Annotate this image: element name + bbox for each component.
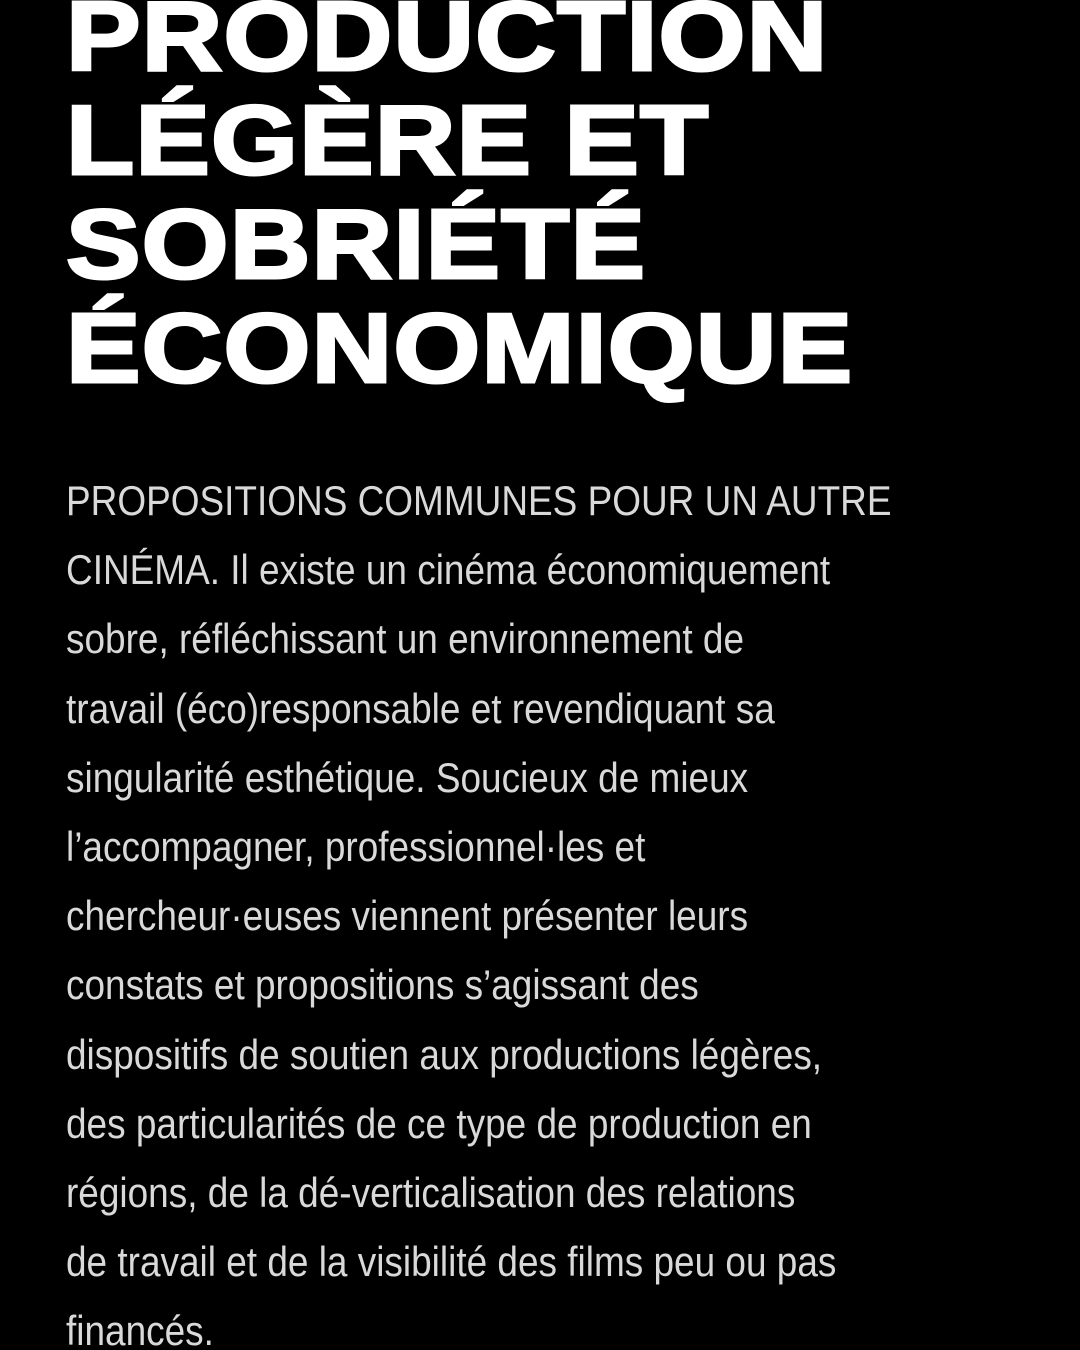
body-line-1: PROPOSITIONS COMMUNES POUR UN AUTRE <box>66 477 892 524</box>
body-line-13: financés. <box>66 1307 214 1350</box>
body-line-7: chercheur·euses viennent présenter leurs <box>66 892 749 940</box>
title-line-3: SOBRIÉTÉ <box>66 189 647 299</box>
body-line-5: singularité esthétique. Soucieux de mieux <box>66 753 749 801</box>
description-paragraph <box>66 466 999 1350</box>
body-line-12: de travail et de la visibilité des films peu ou pas <box>66 1238 837 1286</box>
body-line-2: CINÉMA. Il existe un cinéma économiquement <box>66 546 831 594</box>
page-title <box>66 0 1080 403</box>
body-line-6: l’accompagner, professionnel·les et <box>66 823 646 871</box>
title-line-1: PRODUCTION <box>66 0 829 91</box>
body-line-9: dispositifs de soutien aux productions légères, <box>66 1030 823 1078</box>
body-line-8: constats et propositions s’agissant des <box>66 961 699 1009</box>
title-line-2: LÉGÈRE ET <box>66 85 710 195</box>
body-line-4: travail (éco)responsable et revendiquant sa <box>66 684 775 732</box>
body-line-10: des particularités de ce type de production en <box>66 1099 812 1147</box>
title-line-4: ÉCONOMIQUE <box>66 293 854 403</box>
body-line-3: sobre, réfléchissant un environnement de <box>66 615 745 663</box>
body-line-11: régions, de la dé-verticalisation des relations <box>66 1169 796 1217</box>
